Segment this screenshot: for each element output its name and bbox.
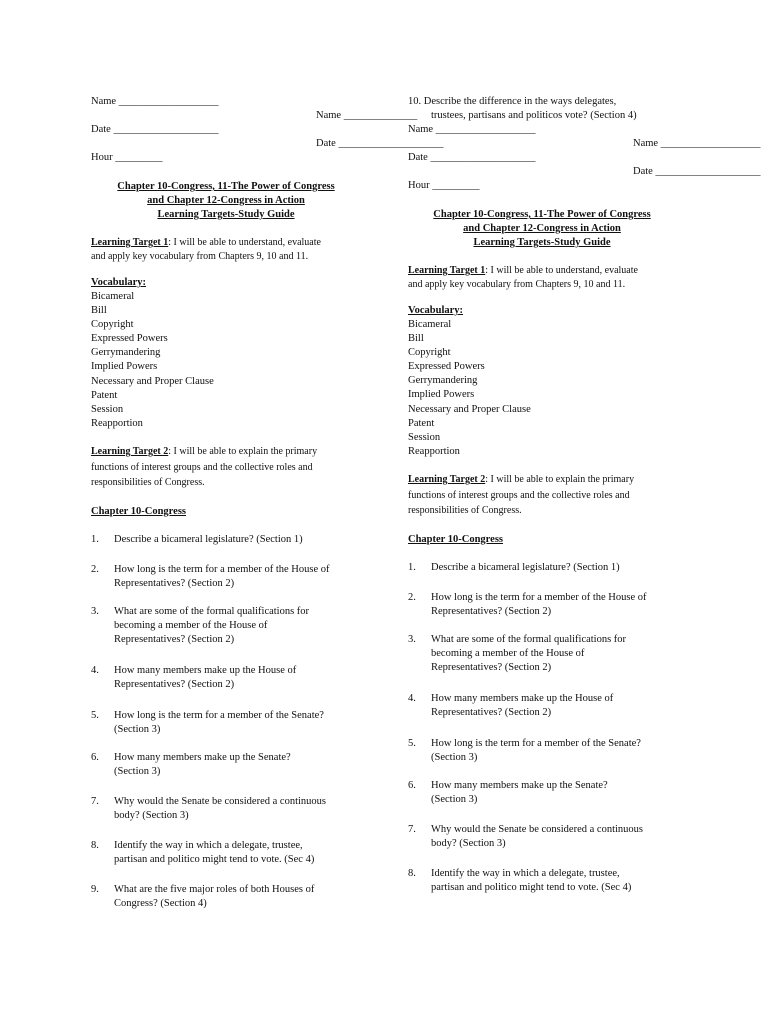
learning-target-text: : I will be able to understand, evaluate (485, 265, 638, 276)
question-text: becoming a member of the House of (114, 620, 268, 631)
vocab-item: Patent (408, 417, 435, 429)
date-field-left[interactable]: Date ____________________ (91, 124, 219, 135)
question-text: How long is the term for a member of the House of (114, 564, 330, 575)
vocab-item: Necessary and Proper Clause (91, 375, 214, 387)
learning-target-2-cont2-left: responsibilities of Congress. (91, 477, 205, 488)
title-line: Chapter 10-Congress, 11-The Power of Congress (433, 209, 651, 220)
question-number: 7. (408, 824, 416, 835)
learning-target-2-cont2-right: responsibilities of Congress. (408, 505, 522, 516)
question-text: (Section 3) (114, 724, 161, 735)
title-line: Learning Targets-Study Guide (473, 237, 611, 248)
date-field-far[interactable]: Date ____________________ (633, 166, 761, 177)
question-item (91, 709, 381, 737)
question-item (408, 692, 698, 720)
question-text: body? (Section 3) (431, 838, 506, 849)
learning-target-1-cont-left: and apply key vocabulary from Chapters 9, 10 and 11. (91, 251, 309, 262)
question-number: 4. (408, 693, 416, 704)
vocab-item: Bill (408, 333, 424, 345)
vocab-item: Bill (91, 305, 107, 317)
chapter-heading-right: Chapter 10-Congress (408, 534, 503, 545)
question-item (408, 779, 698, 807)
date-field-right[interactable]: Date ____________________ (408, 152, 536, 163)
question-number: 3. (91, 606, 99, 617)
question-number: 9. (91, 884, 99, 895)
title-line: Learning Targets-Study Guide (157, 209, 295, 220)
question-item (408, 591, 698, 619)
vocab-item: Gerrymandering (91, 347, 161, 359)
question-text: What are the five major roles of both Houses of (114, 884, 315, 895)
question-number: 2. (91, 564, 99, 575)
vocab-item: Bicameral (91, 291, 135, 302)
question-text: (Section 3) (114, 766, 161, 777)
vocab-item: Session (408, 431, 441, 443)
vocabulary-list-left (91, 290, 214, 431)
question-item (408, 823, 698, 851)
question-text: How many members make up the House of (114, 665, 297, 676)
question-item (408, 561, 698, 575)
question-item (91, 563, 381, 591)
vocab-item: Expressed Powers (91, 333, 168, 345)
question-text: (Section 3) (431, 794, 478, 805)
learning-target-text: : I will be able to explain the primary (168, 446, 318, 457)
vocab-item: Expressed Powers (408, 361, 485, 373)
learning-target-text: : I will be able to explain the primary (485, 474, 635, 485)
question-text: becoming a member of the House of (431, 648, 585, 659)
question-text: body? (Section 3) (114, 810, 189, 821)
question-number: 1. (408, 562, 416, 573)
question-item (408, 737, 698, 765)
learning-target-2-cont-left: functions of interest groups and the collective roles and (91, 462, 313, 473)
learning-target-1-left (91, 236, 321, 250)
learning-target-label: Learning Target 1 (408, 265, 486, 276)
question-text: Describe a bicameral legislature? (Section 1) (114, 534, 303, 545)
question-text: What are some of the formal qualifications for (431, 634, 627, 645)
learning-target-label: Learning Target 2 (91, 446, 169, 457)
hour-field-right[interactable]: Hour _________ (408, 180, 480, 191)
learning-target-2-cont-right: functions of interest groups and the collective roles and (408, 490, 630, 501)
vocabulary-list-right (408, 318, 531, 459)
vocab-item: Necessary and Proper Clause (408, 403, 531, 415)
chapter-heading-left: Chapter 10-Congress (91, 506, 186, 517)
question-text: Why would the Senate be considered a continuous (431, 824, 643, 835)
title-line: Chapter 10-Congress, 11-The Power of Congress (117, 181, 335, 192)
question-text: How long is the term for a member of the House of (431, 592, 647, 603)
vocabulary-heading-right: Vocabulary: (408, 305, 464, 316)
question-text: partisan and politico might tend to vote. (Sec 4) (114, 854, 315, 865)
vocab-item: Reapportion (408, 445, 460, 457)
question-text: What are some of the formal qualifications for (114, 606, 310, 617)
question-item (408, 867, 698, 895)
question-text: partisan and politico might tend to vote. (Sec 4) (431, 882, 632, 893)
question-text: Representatives? (Section 2) (114, 679, 235, 690)
learning-target-1-cont-right: and apply key vocabulary from Chapters 9, 10 and 11. (408, 279, 626, 290)
question-item (91, 883, 381, 911)
question-item (91, 664, 381, 692)
question-text: Identify the way in which a delegate, trustee, (431, 868, 620, 879)
question-item (408, 633, 698, 675)
question-item (91, 533, 381, 547)
question-number: 8. (91, 840, 99, 851)
vocab-item: Implied Powers (91, 361, 158, 373)
learning-target-label: Learning Target 1 (91, 237, 169, 248)
question-text: Representatives? (Section 2) (114, 634, 235, 645)
question-item (91, 605, 381, 647)
learning-target-2-right (408, 473, 634, 487)
question-text: How long is the term for a member of the Senate? (431, 738, 641, 749)
name-field-right[interactable]: Name ___________________ (408, 124, 536, 135)
learning-target-1-right (408, 264, 638, 278)
question-number: 7. (91, 796, 99, 807)
vocab-item: Reapportion (91, 417, 143, 429)
question-text: How many members make up the Senate? (114, 752, 291, 763)
vocab-item: Copyright (91, 319, 134, 331)
vocab-item: Gerrymandering (408, 375, 478, 387)
question-text: Representatives? (Section 2) (431, 662, 552, 673)
question-number: 6. (91, 752, 99, 763)
question-number: 4. (91, 665, 99, 676)
vocab-item: Implied Powers (408, 389, 475, 401)
question-item (91, 839, 381, 867)
name-field-far[interactable]: Name ___________________ (633, 138, 761, 149)
hour-field-left[interactable]: Hour _________ (91, 152, 163, 163)
question-text: How many members make up the House of (431, 693, 614, 704)
vocabulary-heading-left: Vocabulary: (91, 277, 147, 288)
question-number: 3. (408, 634, 416, 645)
title-line: and Chapter 12-Congress in Action (147, 195, 305, 206)
question-text: Representatives? (Section 2) (431, 707, 552, 718)
question-text: Representatives? (Section 2) (431, 606, 552, 617)
study-guide-title-right (392, 208, 692, 250)
question-text: Congress? (Section 4) (114, 898, 207, 909)
question-number: 6. (408, 780, 416, 791)
question-number: 1. (91, 534, 99, 545)
question-number: 8. (408, 868, 416, 879)
question-text: (Section 3) (431, 752, 478, 763)
vocab-item: Copyright (408, 347, 451, 359)
question-text: Describe a bicameral legislature? (Section 1) (431, 562, 620, 573)
question-number: 5. (408, 738, 416, 749)
question-text: Representatives? (Section 2) (114, 578, 235, 589)
vocab-item: Session (91, 403, 124, 415)
question-text: Identify the way in which a delegate, trustee, (114, 840, 303, 851)
question-text: Why would the Senate be considered a continuous (114, 796, 326, 807)
question-number: 5. (91, 710, 99, 721)
learning-target-label: Learning Target 2 (408, 474, 486, 485)
question-text: How many members make up the Senate? (431, 780, 608, 791)
question-item (91, 751, 381, 779)
question-text: How long is the term for a member of the Senate? (114, 710, 324, 721)
vocab-item: Bicameral (408, 319, 452, 330)
name-field-mid[interactable]: Name ______________ (316, 110, 418, 121)
study-guide-title-left (76, 180, 376, 222)
question-10-line1: 10. Describe the difference in the ways delegates, (408, 96, 617, 107)
question-10-line2: trustees, partisans and politicos vote? (Section 4) (431, 110, 637, 121)
learning-target-2-left (91, 445, 317, 459)
date-field-mid[interactable]: Date ____________________ (316, 138, 444, 149)
title-line: and Chapter 12-Congress in Action (463, 223, 621, 234)
vocab-item: Patent (91, 389, 118, 401)
question-item (91, 795, 381, 823)
name-field-left[interactable]: Name ___________________ (91, 96, 219, 107)
question-number: 2. (408, 592, 416, 603)
learning-target-text: : I will be able to understand, evaluate (168, 237, 321, 248)
